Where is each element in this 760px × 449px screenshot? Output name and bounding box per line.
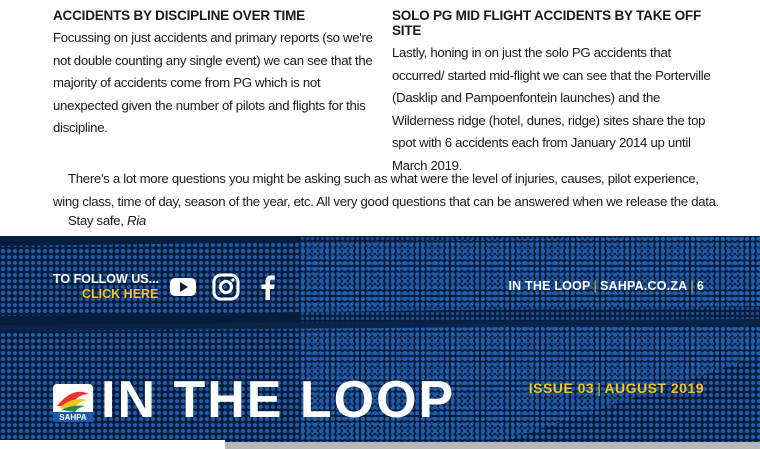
- right-body: Lastly, honing in on just the solo PG accidents that occurred/ started mid-flight we can see that the Porterville (Dasklip and Pampoenfontein launches) and the Wilderness ridge (hotel, dunes, ridge) sites share the top spot with 6 accidents each from January 2014 up until March 2019.: [392, 45, 711, 173]
- signoff-name: Ria: [127, 213, 146, 228]
- separator: |: [597, 380, 602, 396]
- left-column: [53, 8, 383, 140]
- closing-text: There's a lot more questions you might be asking such as what were the level of injuries, causes, pilot experience, wing class, time of day, season of the year, etc. All very good questions that can be answered when we release the data.: [53, 171, 720, 209]
- cover-photo-strip: [225, 442, 760, 449]
- right-column: [392, 8, 722, 177]
- masthead-title: IN THE LOOP: [101, 371, 456, 429]
- issue-info: [529, 380, 704, 396]
- follow-block[interactable]: [53, 272, 159, 302]
- website-link[interactable]: SAHPA.CO.ZA: [600, 279, 688, 293]
- click-here-link[interactable]: CLICK HERE: [82, 287, 159, 301]
- follow-label: TO FOLLOW US...: [53, 272, 160, 286]
- instagram-icon[interactable]: [211, 272, 241, 302]
- footer-band: [0, 236, 760, 449]
- separator: |: [690, 279, 694, 293]
- right-heading: SOLO PG MID FLIGHT ACCIDENTS BY TAKE OFF SITE: [392, 8, 701, 38]
- left-body: Focussing on just accidents and primary reports (so we're not double counting any single event) we can see that the majority of accidents come from PG which is not unexpected given the number of pilots and flights for this discipline.: [53, 30, 373, 135]
- logo-text: SAHPA: [59, 413, 87, 422]
- issue-date: AUGUST 2019: [604, 380, 704, 396]
- running-footer: [508, 279, 704, 293]
- issue-number: ISSUE 03: [528, 380, 595, 396]
- youtube-icon[interactable]: [168, 272, 198, 302]
- signoff-prefix: Stay safe,: [68, 213, 124, 228]
- closing-paragraph: [53, 168, 723, 213]
- sahpa-logo: [53, 384, 93, 422]
- photo-edge-white: [0, 440, 225, 449]
- facebook-icon[interactable]: [253, 272, 283, 302]
- page-number: 6: [696, 279, 704, 293]
- publication-name: IN THE LOOP: [508, 279, 591, 293]
- left-heading: ACCIDENTS BY DISCIPLINE OVER TIME: [53, 8, 305, 23]
- separator: |: [593, 279, 597, 293]
- signoff: [68, 213, 146, 228]
